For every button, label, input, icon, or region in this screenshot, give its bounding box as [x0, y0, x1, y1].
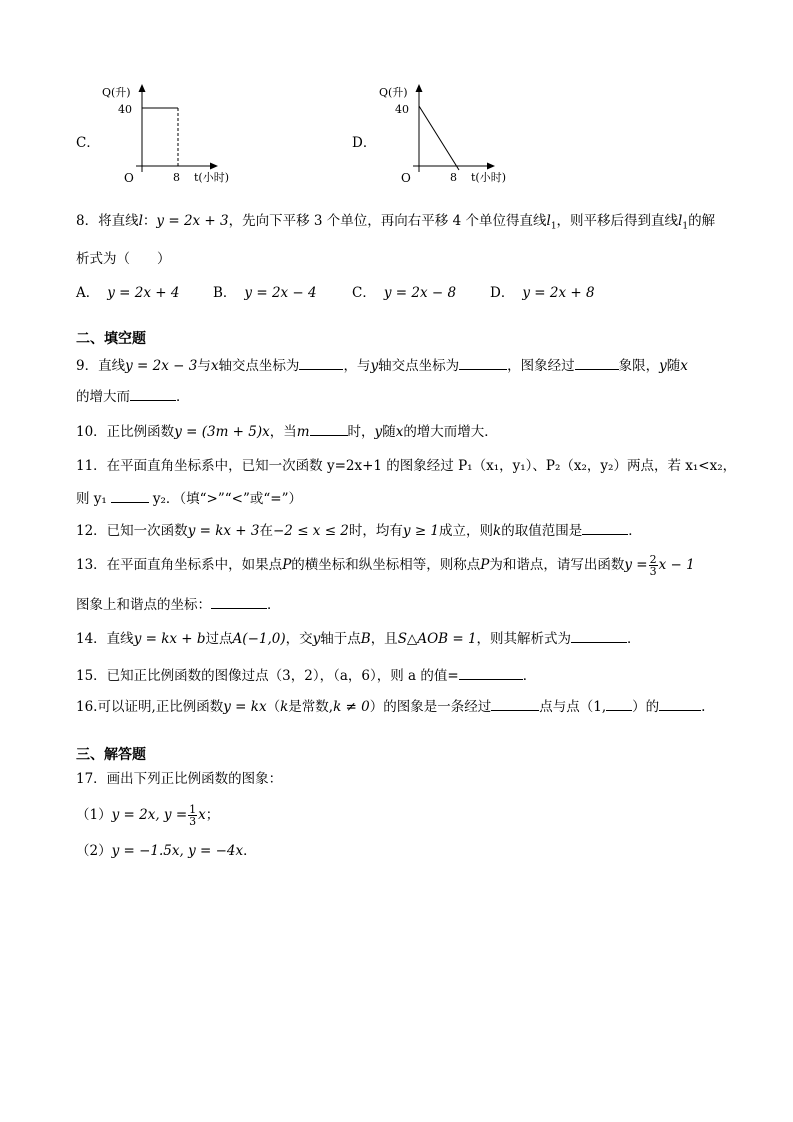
section-2-heading: 二、填空题 [76, 331, 146, 347]
option-d-label: D． [352, 135, 377, 151]
answer-blank[interactable] [111, 488, 149, 503]
question-16: 16.可以证明,正比例函数y = kx（k是常数,k ≠ 0）的图象是一条经过 点与点（1, ）的 . [76, 696, 705, 716]
graph-d-ytick: 40 [395, 103, 409, 116]
question-17-title: 17．画出下列正比例函数的图象： [76, 771, 283, 787]
question-17-part-2: （2）y = −1.5x, y = −4x． [76, 843, 257, 859]
graph-c-xlabel: t(小时) [194, 171, 230, 184]
answer-blank[interactable] [459, 665, 523, 680]
section-3-heading: 三、解答题 [76, 747, 146, 763]
answer-blank[interactable] [211, 594, 267, 609]
fraction: $\frac{2}{3}$ [649, 553, 657, 578]
question-9-line-2: 的增大而 ． [76, 386, 190, 406]
graph-d-origin: O [401, 171, 411, 185]
answer-blank[interactable] [582, 520, 628, 535]
answer-blank[interactable] [459, 355, 507, 370]
graph-c [102, 84, 240, 188]
fraction: $\frac{1}{3}$ [189, 803, 197, 828]
question-9-line-1: 9．直线y = 2x − 3与x轴交点坐标为 ，与y轴交点坐标为 ，图象经过 象限，y随x [76, 355, 688, 375]
graph-c-origin: O [124, 171, 134, 185]
answer-blank[interactable] [130, 386, 176, 401]
question-13-line-1: 13．在平面直角坐标系中，如果点P的横坐标和纵坐标相等，则称点P为和谐点，请写出函数y = $\frac{2}{3}$ x − 1 [76, 553, 695, 578]
question-15: 15．已知正比例函数的图像过点（3，2），（a，6），则 a 的值= ． [76, 665, 536, 685]
answer-blank[interactable] [659, 696, 701, 711]
question-11-line-1: 11．在平面直角坐标系中，已知一次函数 y=2x+1 的图象经过 P₁（x₁，y₁）、P₂（x₂，y₂）两点，若 x₁<x₂， [76, 458, 737, 474]
question-8-line-1: 8．将直线l：y = 2x + 3，先向下平移 3 个单位，再向右平移 4 个单位得直线$l_1$，则平移后得到直线$l_1$的解 [76, 213, 716, 232]
answer-blank[interactable] [299, 355, 343, 370]
graph-c-ytick: 40 [118, 103, 132, 116]
graph-d-xlabel: t(小时) [471, 171, 507, 184]
q8-option-d: D． y = 2x + 8 [490, 285, 595, 301]
question-14: 14．直线y = kx + b过点A(−1,0)，交y轴于点B，且S△AOB = 1，则其解析式为 ． [76, 628, 641, 648]
graph-c-ylabel: Q(升) [102, 86, 131, 99]
question-12: 12．已知一次函数y = kx + 3在−2 ≤ x ≤ 2时，均有y ≥ 1成立，则k的取值范围是 ． [76, 520, 642, 540]
question-13-line-2: 图象上和谐点的坐标： ． [76, 594, 281, 614]
graph-c-xtick: 8 [173, 171, 180, 184]
question-17-part-1: （1）y = 2x, y = $\frac{1}{3}$ x； [76, 803, 220, 828]
answer-blank[interactable] [491, 696, 539, 711]
q8-option-a: A． y = 2x + 4 [76, 285, 180, 301]
q8-option-c: C． y = 2x − 8 [352, 285, 457, 301]
answer-blank[interactable] [575, 355, 619, 370]
graph-d [379, 84, 517, 188]
question-11-line-2: 则 y₁ y₂．（填“>”“<”或“=”） [76, 488, 302, 508]
graph-d-xtick: 8 [450, 171, 457, 184]
question-10: 10．正比例函数y = (3m + 5)x，当m 时，y随x的增大而增大． [76, 421, 498, 441]
answer-blank[interactable] [606, 696, 632, 711]
answer-blank[interactable] [310, 421, 348, 436]
answer-blank[interactable] [571, 628, 627, 643]
question-8-line-2: 析式为（ ） [76, 251, 171, 267]
q8-option-b: B． y = 2x − 4 [213, 285, 317, 301]
graph-d-ylabel: Q(升) [379, 86, 408, 99]
option-c-label: C． [76, 135, 100, 151]
